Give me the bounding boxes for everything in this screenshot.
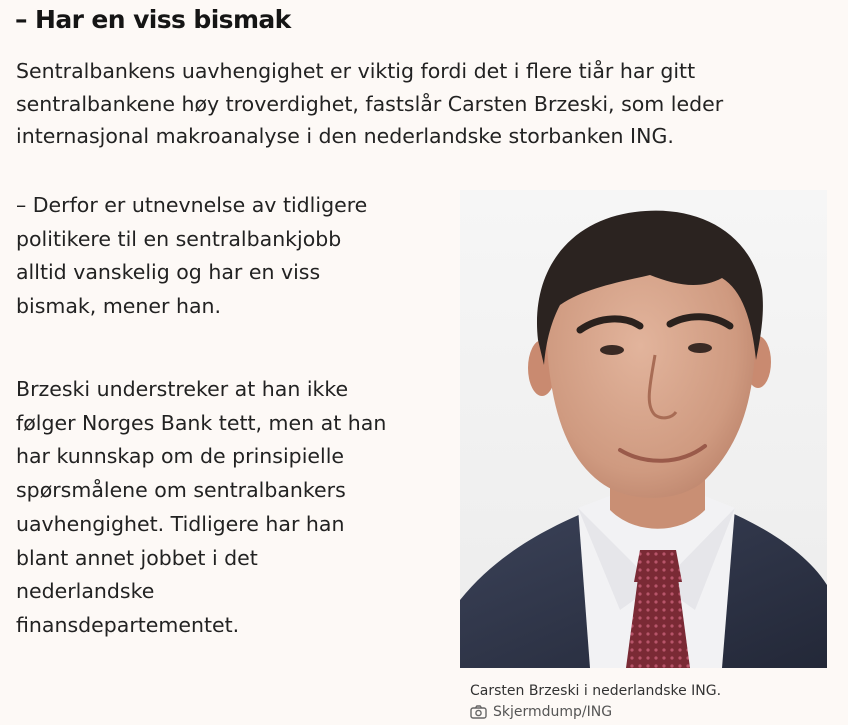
section-heading: – Har en viss bismak [15,5,291,34]
quote-paragraph [16,189,436,324]
body-line: blant annet jobbet i det [16,545,258,570]
body-line: uavhengighet. Tidligere har han [16,511,345,536]
quote-line: alltid vanskelig og har en viss [16,260,321,285]
quote-line: – Derfor er utnevnelse av tidligere [16,193,368,217]
body-line: spørsmålene om sentralbankers [16,478,346,503]
body-line: Brzeski understreker at han ikke [16,377,349,401]
body-line: har kunnskap om de prinsipielle [16,444,344,469]
photo-credit-text: Skjermdump/ING [493,704,613,720]
quote-line: politikere til en sentralbankjobb [16,226,342,251]
figure-caption: Carsten Brzeski i nederlandske ING. [470,683,722,699]
quote-line: bismak, mener han. [16,294,222,319]
body-paragraph [16,373,436,643]
portrait-photo[interactable] [460,190,827,668]
camera-icon [470,705,487,719]
lead-paragraph: Sentralbankens uavhengighet er viktig fordi det i flere tiår har gitt sentralbankene høy troverdighet, fastslår Carsten Brzeski, som leder internasjonal makroanalyse i den nederlandske storbanken ING. [16,59,724,148]
body-line: følger Norges Bank tett, men at han [16,410,387,435]
photo-credit [460,703,827,721]
body-line: finansdepartementet. [16,612,240,637]
portrait-figure [460,190,827,721]
body-line: nederlandske [16,579,155,604]
